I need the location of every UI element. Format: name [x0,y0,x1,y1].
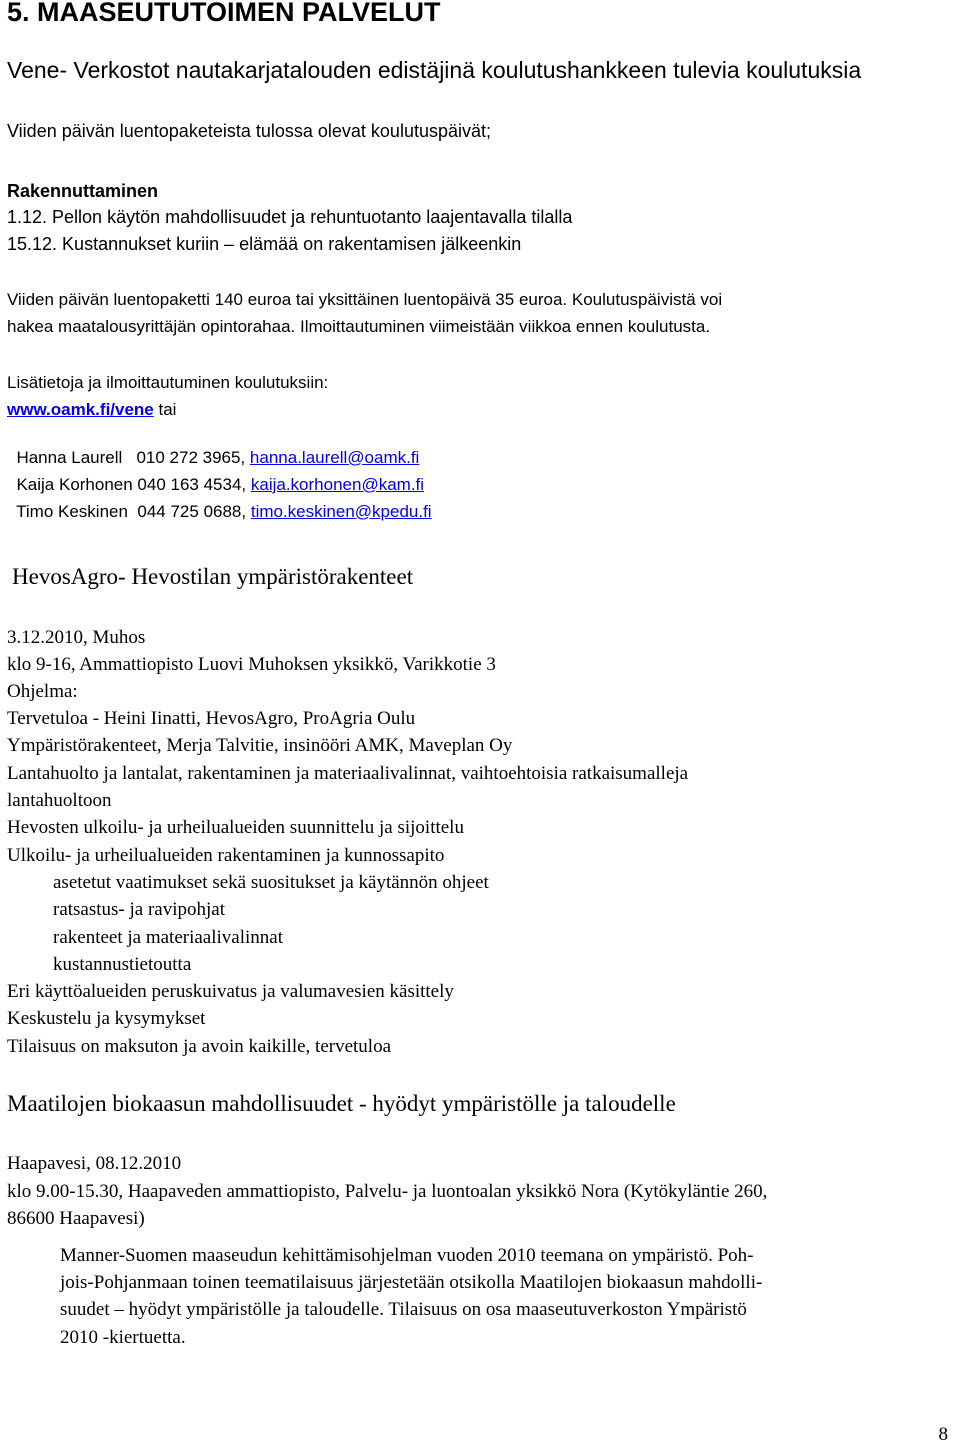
biokaasu-desc-line: jois-Pohjanmaan toinen teematilaisuus järjestetään otsikolla Maatilojen biokaasun mahdolli- [60,1272,763,1293]
vene-section-label: Rakennuttaminen [7,181,159,201]
program-item: lantahuoltoon [7,790,112,811]
contact-email-link[interactable]: timo.keskinen@kpedu.fi [250,501,432,521]
program-sub-item: asetetut vaatimukset sekä suositukset ja käytännön ohjeet [53,872,489,893]
vene-info-label: Lisätietoja ja ilmoittautuminen koulutuksiin: [7,373,329,392]
biokaasu-desc-line: suudet – hyödyt ympäristölle ja taloudelle. Tilaisuus on osa maaseutuverkoston Ympäristö [60,1299,747,1320]
vene-price-line-2: hakea maatalousyrittäjän opintorahaa. Ilmoittautuminen viimeistään viikkoa ennen koulutusta. [7,317,711,336]
program-item: Tilaisuus on maksuton ja avoin kaikille, tervetuloa [7,1036,391,1057]
program-item: Hevosten ulkoilu- ja urheilualueiden suunnittelu ja sijoittelu [7,817,464,838]
biokaasu-time-line-2: 86600 Haapavesi) [7,1208,145,1229]
vene-link-part2: fi/vene [99,400,154,419]
program-sub-item: ratsastus- ja ravipohjat [53,899,226,920]
vene-title: Vene- Verkostot nautakarjatalouden edistäjinä koulutushankkeen tulevia koulutuksia [7,57,862,83]
program-item: Eri käyttöalueiden peruskuivatus ja valumavesien käsittely [7,981,454,1002]
program-item: Lantahuolto ja lantalat, rakentaminen ja materiaalivalinnat, vaihtoehtoisia ratkaisumalleja [7,763,689,784]
vene-day-1: 1.12. Pellon käytön mahdollisuudet ja rehuntuotanto laajentavalla tilalla [7,207,573,227]
vene-link-part1: www.oamk. [7,400,100,419]
contact-email-link[interactable]: kaija.korhonen@kam.fi [250,474,425,494]
hevos-program-label: Ohjelma: [7,681,78,702]
program-item: Tervetuloa - Heini Iinatti, HevosAgro, ProAgria Oulu [7,708,416,729]
hevos-time-place: klo 9-16, Ammattiopisto Luovi Muhoksen yksikkö, Varikkotie 3 [7,654,496,675]
biokaasu-desc-line: Manner-Suomen maaseudun kehittämisohjelman vuoden 2010 teemana on ympäristö. Poh- [60,1245,754,1266]
program-item: Ulkoilu- ja urheilualueiden rakentaminen ja kunnossapito [7,845,445,866]
vene-intro: Viiden päivän luentopaketeista tulossa olevat koulutuspäivät; [7,121,491,141]
hevos-date: 3.12.2010, Muhos [7,627,146,648]
contact-name-phone: Hanna Laurell 010 272 3965, [16,447,250,467]
vene-price-line-1: Viiden päivän luentopaketti 140 euroa tai yksittäinen luentopäivä 35 euroa. Koulutuspäivistä voi [7,290,723,309]
vene-link[interactable] [7,400,154,419]
biokaasu-desc-line: 2010 -kiertuetta. [60,1327,186,1348]
contact-name-phone: Kaija Korhonen 040 163 4534, [16,474,251,494]
biokaasu-date: Haapavesi, 08.12.2010 [7,1153,182,1174]
biokaasu-time-line-1: klo 9.00-15.30, Haapaveden ammattiopisto, Palvelu- ja luontoalan yksikkö Nora (Kytökyläntie 260, [7,1181,768,1202]
contact-line [7,482,432,521]
program-sub-item: rakenteet ja materiaalivalinnat [53,927,283,948]
vene-link-line [7,400,176,420]
vene-day-2: 15.12. Kustannukset kuriin – elämää on rakentamisen jälkeenkin [7,234,522,254]
page-heading: 5. MAASEUTUTOIMEN PALVELUT [7,0,441,27]
program-item: Keskustelu ja kysymykset [7,1008,206,1029]
page-number: 8 [938,1424,948,1445]
program-sub-item: kustannustietoutta [53,954,192,975]
contact-name-phone: Timo Keskinen 044 725 0688, [16,501,251,521]
vene-link-suffix: tai [153,400,177,419]
biokaasu-title: Maatilojen biokaasun mahdollisuudet - hyödyt ympäristölle ja taloudelle [7,1091,676,1116]
hevos-title: HevosAgro- Hevostilan ympäristörakenteet [12,564,414,589]
contact-email-link[interactable]: hanna.laurell@oamk.fi [249,447,420,467]
program-item: Ympäristörakenteet, Merja Talvitie, insinööri AMK, Maveplan Oy [7,735,513,756]
